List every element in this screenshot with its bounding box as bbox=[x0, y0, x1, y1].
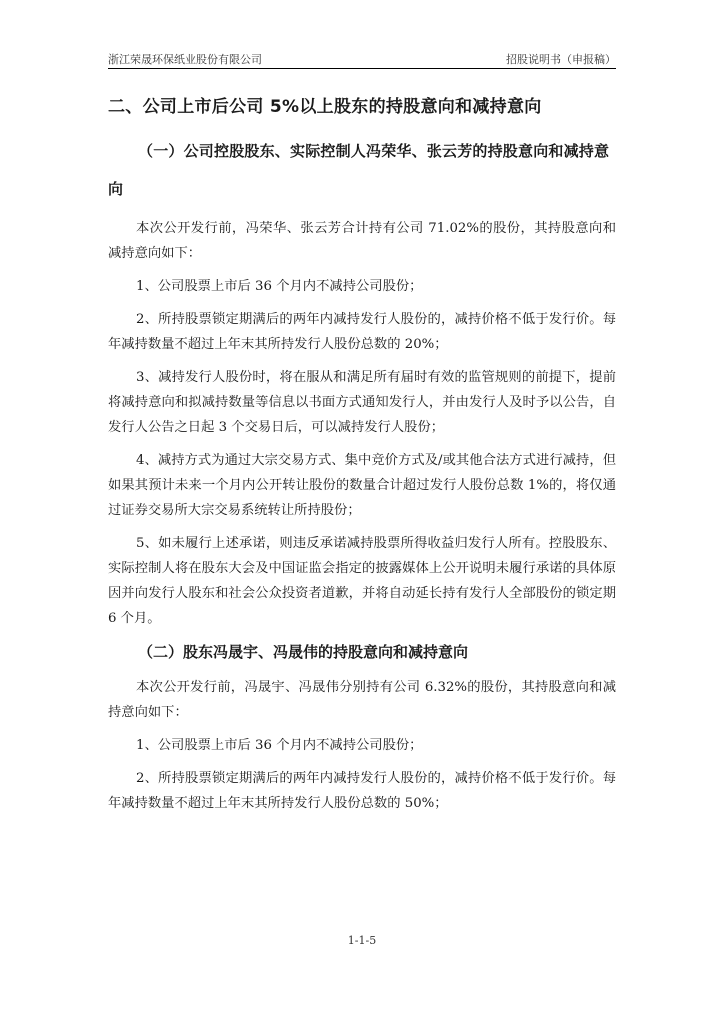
page-number: 1-1-5 bbox=[347, 934, 377, 947]
subsection-1-item: 5、如未履行上述承诺，则违反承诺减持股票所得收益归发行人所有。控股股东、实际控制人将在股东大会及中国证监会指定的披露媒体上公开说明未履行承诺的具体原因并向发行人股东和社会公众投资者道歉，并将自动延长持有发行人全部股份的锁定期 6 个月。 bbox=[108, 536, 616, 626]
subsection-1-intro: 本次公开发行前，冯荣华、张云芳合计持有公司 71.02%的股份，其持股意向和减持意向如下： bbox=[108, 221, 616, 261]
page-body bbox=[108, 84, 616, 816]
subsection-1-item: 4、减持方式为通过大宗交易方式、集中竞价方式及/或其他合法方式进行减持，但如果其预计未来一个月内公开转让股份的数量合计超过发行人股份总数 1%的，将仅通过证券交易所大宗交易系统转让所持股份； bbox=[108, 453, 616, 518]
section-title: 二、公司上市后公司 5%以上股东的持股意向和减持意向 bbox=[108, 97, 542, 117]
subsection-1-title: （一）公司控股股东、实际控制人冯荣华、张云芳的持股意向和减持意向 bbox=[108, 142, 610, 198]
page-header bbox=[108, 52, 616, 68]
subsection-2-item: 1、公司股票上市后 36 个月内不减持公司股份； bbox=[136, 738, 423, 753]
subsection-2-title: （二）股东冯晟宇、冯晟伟的持股意向和减持意向 bbox=[138, 643, 469, 661]
subsection-1-item: 1、公司股票上市后 36 个月内不减持公司股份； bbox=[136, 279, 423, 294]
header-company-name: 浙江荣晟环保纸业股份有限公司 bbox=[108, 53, 262, 66]
header-document-type: 招股说明书（申报稿） bbox=[506, 53, 616, 66]
header-divider bbox=[108, 68, 616, 69]
subsection-1-item: 2、所持股票锁定期满后的两年内减持发行人股份的，减持价格不低于发行价。每年减持数量不超过上年末其所持发行人股份总数的 20%； bbox=[108, 312, 616, 352]
subsection-2-item: 2、所持股票锁定期满后的两年内减持发行人股份的，减持价格不低于发行价。每年减持数量不超过上年末其所持发行人股份总数的 50%； bbox=[108, 771, 616, 811]
subsection-1-item: 3、减持发行人股份时，将在服从和满足所有届时有效的监管规则的前提下，提前将减持意向和拟减持数量等信息以书面方式通知发行人，并由发行人及时予以公告，自发行人公告之日起 3 个交易日后，可以减持发行人股份； bbox=[108, 370, 616, 435]
subsection-2-intro: 本次公开发行前，冯晟宇、冯晟伟分别持有公司 6.32%的股份，其持股意向和减持意向如下： bbox=[108, 680, 616, 720]
